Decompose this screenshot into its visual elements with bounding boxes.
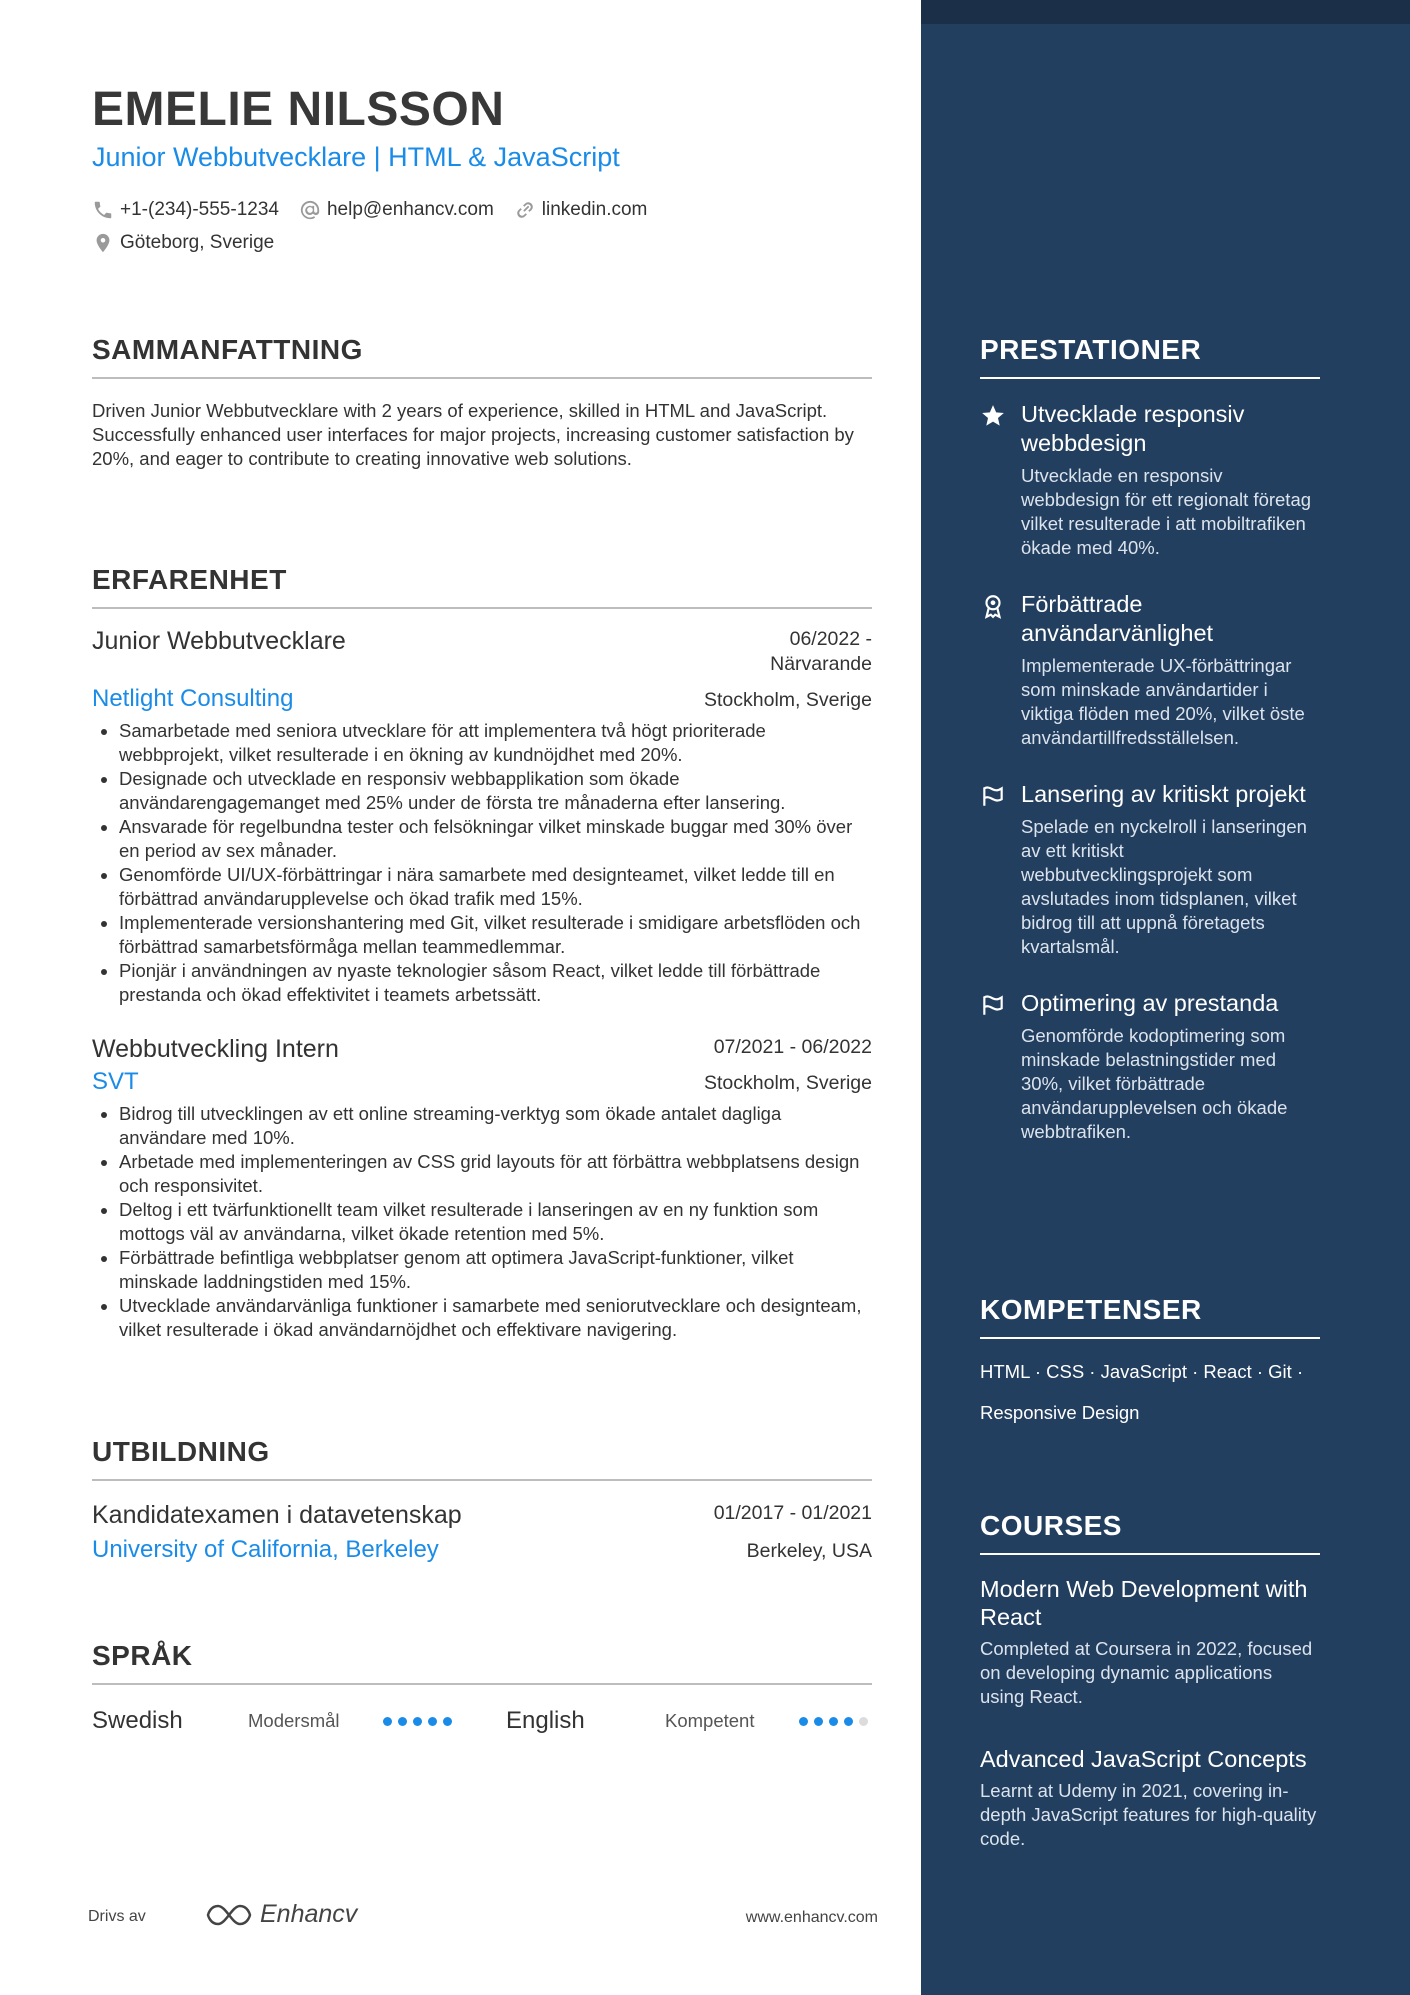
bullet-item: • Pionjär i användningen av nyaste teknologier såsom React, vilket ledde till förbättrade prestanda och ökad effektivitet i teamets arbetssätt. [119, 959, 872, 1007]
skills-line: Responsive Design [980, 1402, 1140, 1423]
rating-dot [859, 1717, 868, 1726]
degree-title: Kandidatexamen i datavetenskap [92, 1501, 462, 1529]
achievement-title: Utvecklade responsiv webbdesign [1021, 401, 1245, 456]
flag-icon [980, 783, 1006, 809]
course-desc: Completed at Coursera in 2022, focused on developing dynamic applications using React. [980, 1638, 1313, 1707]
section-divider [92, 607, 872, 609]
rating-dot [799, 1717, 808, 1726]
language-level: Kompetent [665, 1710, 755, 1731]
rating-dot [829, 1717, 838, 1726]
language-name: English [506, 1707, 585, 1734]
job-subtitle: Junior Webbutvecklare | HTML & JavaScript [92, 142, 620, 172]
rating-dot [398, 1717, 407, 1726]
course-desc: Learnt at Udemy in 2021, covering in-depth JavaScript features for high-quality code. [980, 1780, 1317, 1849]
achievement-desc: Implementerade UX-förbättringar som minskade användartider i viktiga flöden med 20%, vilket öste användartillfredsställelsen. [1021, 655, 1305, 748]
section-title-courses: COURSES [980, 1510, 1122, 1541]
enhancv-logo-icon [206, 1902, 252, 1928]
sidebar-top-band [921, 0, 1410, 24]
section-divider [980, 377, 1320, 379]
job-title: Webbutveckling Intern [92, 1035, 339, 1063]
job-date: 06/2022 - Närvarande [770, 628, 872, 675]
location-pin-icon [92, 232, 114, 254]
job-bullets [92, 719, 872, 1007]
skills-line: HTML · CSS · JavaScript · React · Git · [980, 1361, 1304, 1382]
section-title-summary: SAMMANFATTNING [92, 334, 363, 365]
email-contact[interactable] [299, 199, 494, 221]
website-link[interactable]: www.enhancv.com [745, 1909, 878, 1926]
bullet-item: • Förbättrade befintliga webbplatser genom att optimera JavaScript-funktioner, vilket minskade laddningstiden med 15%. [119, 1246, 872, 1294]
phone-text: +1-(234)-555-1234 [120, 199, 279, 220]
linkedin-text: linkedin.com [541, 199, 648, 220]
rating-dot [844, 1717, 853, 1726]
achievement-desc: Utvecklade en responsiv webbdesign för ett regionalt företag vilket resulterade i att mobiltrafiken ökade med 40%. [1021, 465, 1312, 558]
achievements-section [980, 334, 1320, 1144]
section-title-skills: KOMPETENSER [980, 1294, 1202, 1325]
bullet-item: • Samarbetade med seniora utvecklare för att implementera två högt prioriterade webbprojekt, vilket resulterade i en ökning av kundnöjdhet med 20%. [119, 719, 872, 767]
section-title-experience: ERFARENHET [92, 564, 287, 595]
rating-dot [443, 1717, 452, 1726]
phone-icon [92, 199, 114, 221]
language-rating [383, 1717, 506, 1726]
phone-contact[interactable] [92, 199, 279, 221]
education-section [92, 1436, 872, 1564]
achievement-item [980, 590, 1320, 750]
job-entry [92, 627, 872, 1007]
section-title-achievements: PRESTATIONER [980, 334, 1202, 365]
company-name[interactable]: Netlight Consulting [92, 685, 294, 712]
education-date: 01/2017 - 01/2021 [713, 1502, 872, 1524]
section-divider [92, 1479, 872, 1481]
sidebar [921, 0, 1410, 1995]
section-divider [980, 1337, 1320, 1339]
section-divider [92, 1683, 872, 1685]
flag-icon [980, 992, 1006, 1018]
course-title: Modern Web Development with React [980, 1576, 1308, 1630]
language-level: Modersmål [248, 1710, 340, 1731]
achievement-item [980, 400, 1320, 560]
job-title: Junior Webbutvecklare [92, 627, 346, 655]
achievement-title: Lansering av kritiskt projekt [1021, 781, 1306, 807]
rating-dot [413, 1717, 422, 1726]
candidate-name: EMELIE NILSSON [92, 83, 505, 136]
location-contact [92, 232, 274, 254]
achievement-title: Optimering av prestanda [1021, 990, 1279, 1016]
bullet-item: • Genomförde UI/UX-förbättringar i nära samarbete med designteamet, vilket ledde till en förbättrad användarupplevelse och ökad trafik med 15%. [119, 863, 872, 911]
achievement-item [980, 989, 1320, 1144]
language-rating [799, 1717, 868, 1726]
language-name: Swedish [92, 1707, 183, 1734]
achievement-item [980, 780, 1320, 959]
at-icon [299, 199, 321, 221]
job-bullets [92, 1102, 872, 1342]
job-location: Stockholm, Sverige [704, 689, 872, 711]
section-title-education: UTBILDNING [92, 1436, 270, 1467]
link-icon [514, 199, 536, 221]
summary-text: Driven Junior Webbutvecklare with 2 years of experience, skilled in HTML and JavaScript. Successfully enhanced user interfaces for major projects, increasing customer satisfaction by 20%, and eager to contribute to creating innovative web solutions. [92, 400, 854, 469]
star-icon [980, 403, 1006, 429]
course-title: Advanced JavaScript Concepts [980, 1746, 1307, 1772]
footer [88, 1900, 878, 1936]
location-text: Göteborg, Sverige [120, 232, 275, 253]
award-icon [980, 593, 1006, 619]
job-entry [92, 1035, 872, 1342]
bullet-item: • Bidrog till utvecklingen av ett online streaming-verktyg som ökade antalet dagliga användare med 10%. [119, 1102, 872, 1150]
powered-by-label: Drivs av [88, 1908, 146, 1925]
achievement-desc: Genomförde kodoptimering som minskade belastningstider med 30%, vilket förbättrade användarupplevelsen och ökade webbtrafiken. [1021, 1025, 1288, 1142]
job-location: Stockholm, Sverige [704, 1072, 872, 1094]
courses-section [980, 1510, 1320, 1851]
bullet-item: • Implementerade versionshantering med Git, vilket resulterade i smidigare arbetsflöden och förbättrad samarbetsförmåga mellan teammedlemmar. [119, 911, 872, 959]
achievement-desc: Spelade en nyckelroll i lanseringen av ett kritiskt webbutvecklingsprojekt som avslutades inom tidsplanen, vilket bidrog till att uppnå företagets kvartalsmål. [1021, 816, 1307, 957]
bullet-item: • Deltog i ett tvärfunktionellt team vilket resulterade i lanseringen av en ny funktion som mottogs väl av användarna, vilket ökade retention med 5%. [119, 1198, 872, 1246]
logo-text: Enhancv [260, 1900, 358, 1928]
course-item [980, 1745, 1320, 1851]
school-name[interactable]: University of California, Berkeley [92, 1536, 439, 1563]
contact-info [92, 197, 647, 263]
bullet-item: • Utvecklade användarvänliga funktioner i samarbete med seniorutvecklare och designteam, vilket resulterade i ökad användarnöjdhet och effektivare navigering. [119, 1294, 872, 1342]
company-name[interactable]: SVT [92, 1068, 139, 1095]
email-text: help@enhancv.com [326, 199, 494, 220]
bullet-item: • Designade och utvecklade en responsiv webbapplikation som ökade användarengagemanget med 25% under de första tre månaderna efter lansering. [119, 767, 872, 815]
bullet-item: • Arbetade med implementeringen av CSS grid layouts för att förbättra webbplatsens design och responsivitet. [119, 1150, 872, 1198]
rating-dot [383, 1717, 392, 1726]
enhancv-logo[interactable] [206, 1900, 357, 1929]
section-divider [980, 1553, 1320, 1555]
section-title-languages: SPRÅK [92, 1640, 193, 1671]
languages-section [92, 1640, 872, 1735]
linkedin-contact[interactable] [514, 199, 648, 221]
experience-section [92, 564, 872, 1342]
skills-section [980, 1294, 1320, 1433]
course-item [980, 1575, 1320, 1709]
rating-dot [428, 1717, 437, 1726]
section-divider [92, 377, 872, 379]
achievement-title: Förbättrade användarvänlighet [1021, 591, 1214, 646]
summary-section [92, 334, 872, 471]
skills-list [980, 1351, 1320, 1433]
rating-dot [814, 1717, 823, 1726]
school-location: Berkeley, USA [746, 1540, 872, 1562]
job-date: 07/2021 - 06/2022 [713, 1036, 872, 1058]
bullet-item: • Ansvarade för regelbundna tester och felsökningar vilket minskade buggar med 30% över en period av sex månader. [119, 815, 872, 863]
